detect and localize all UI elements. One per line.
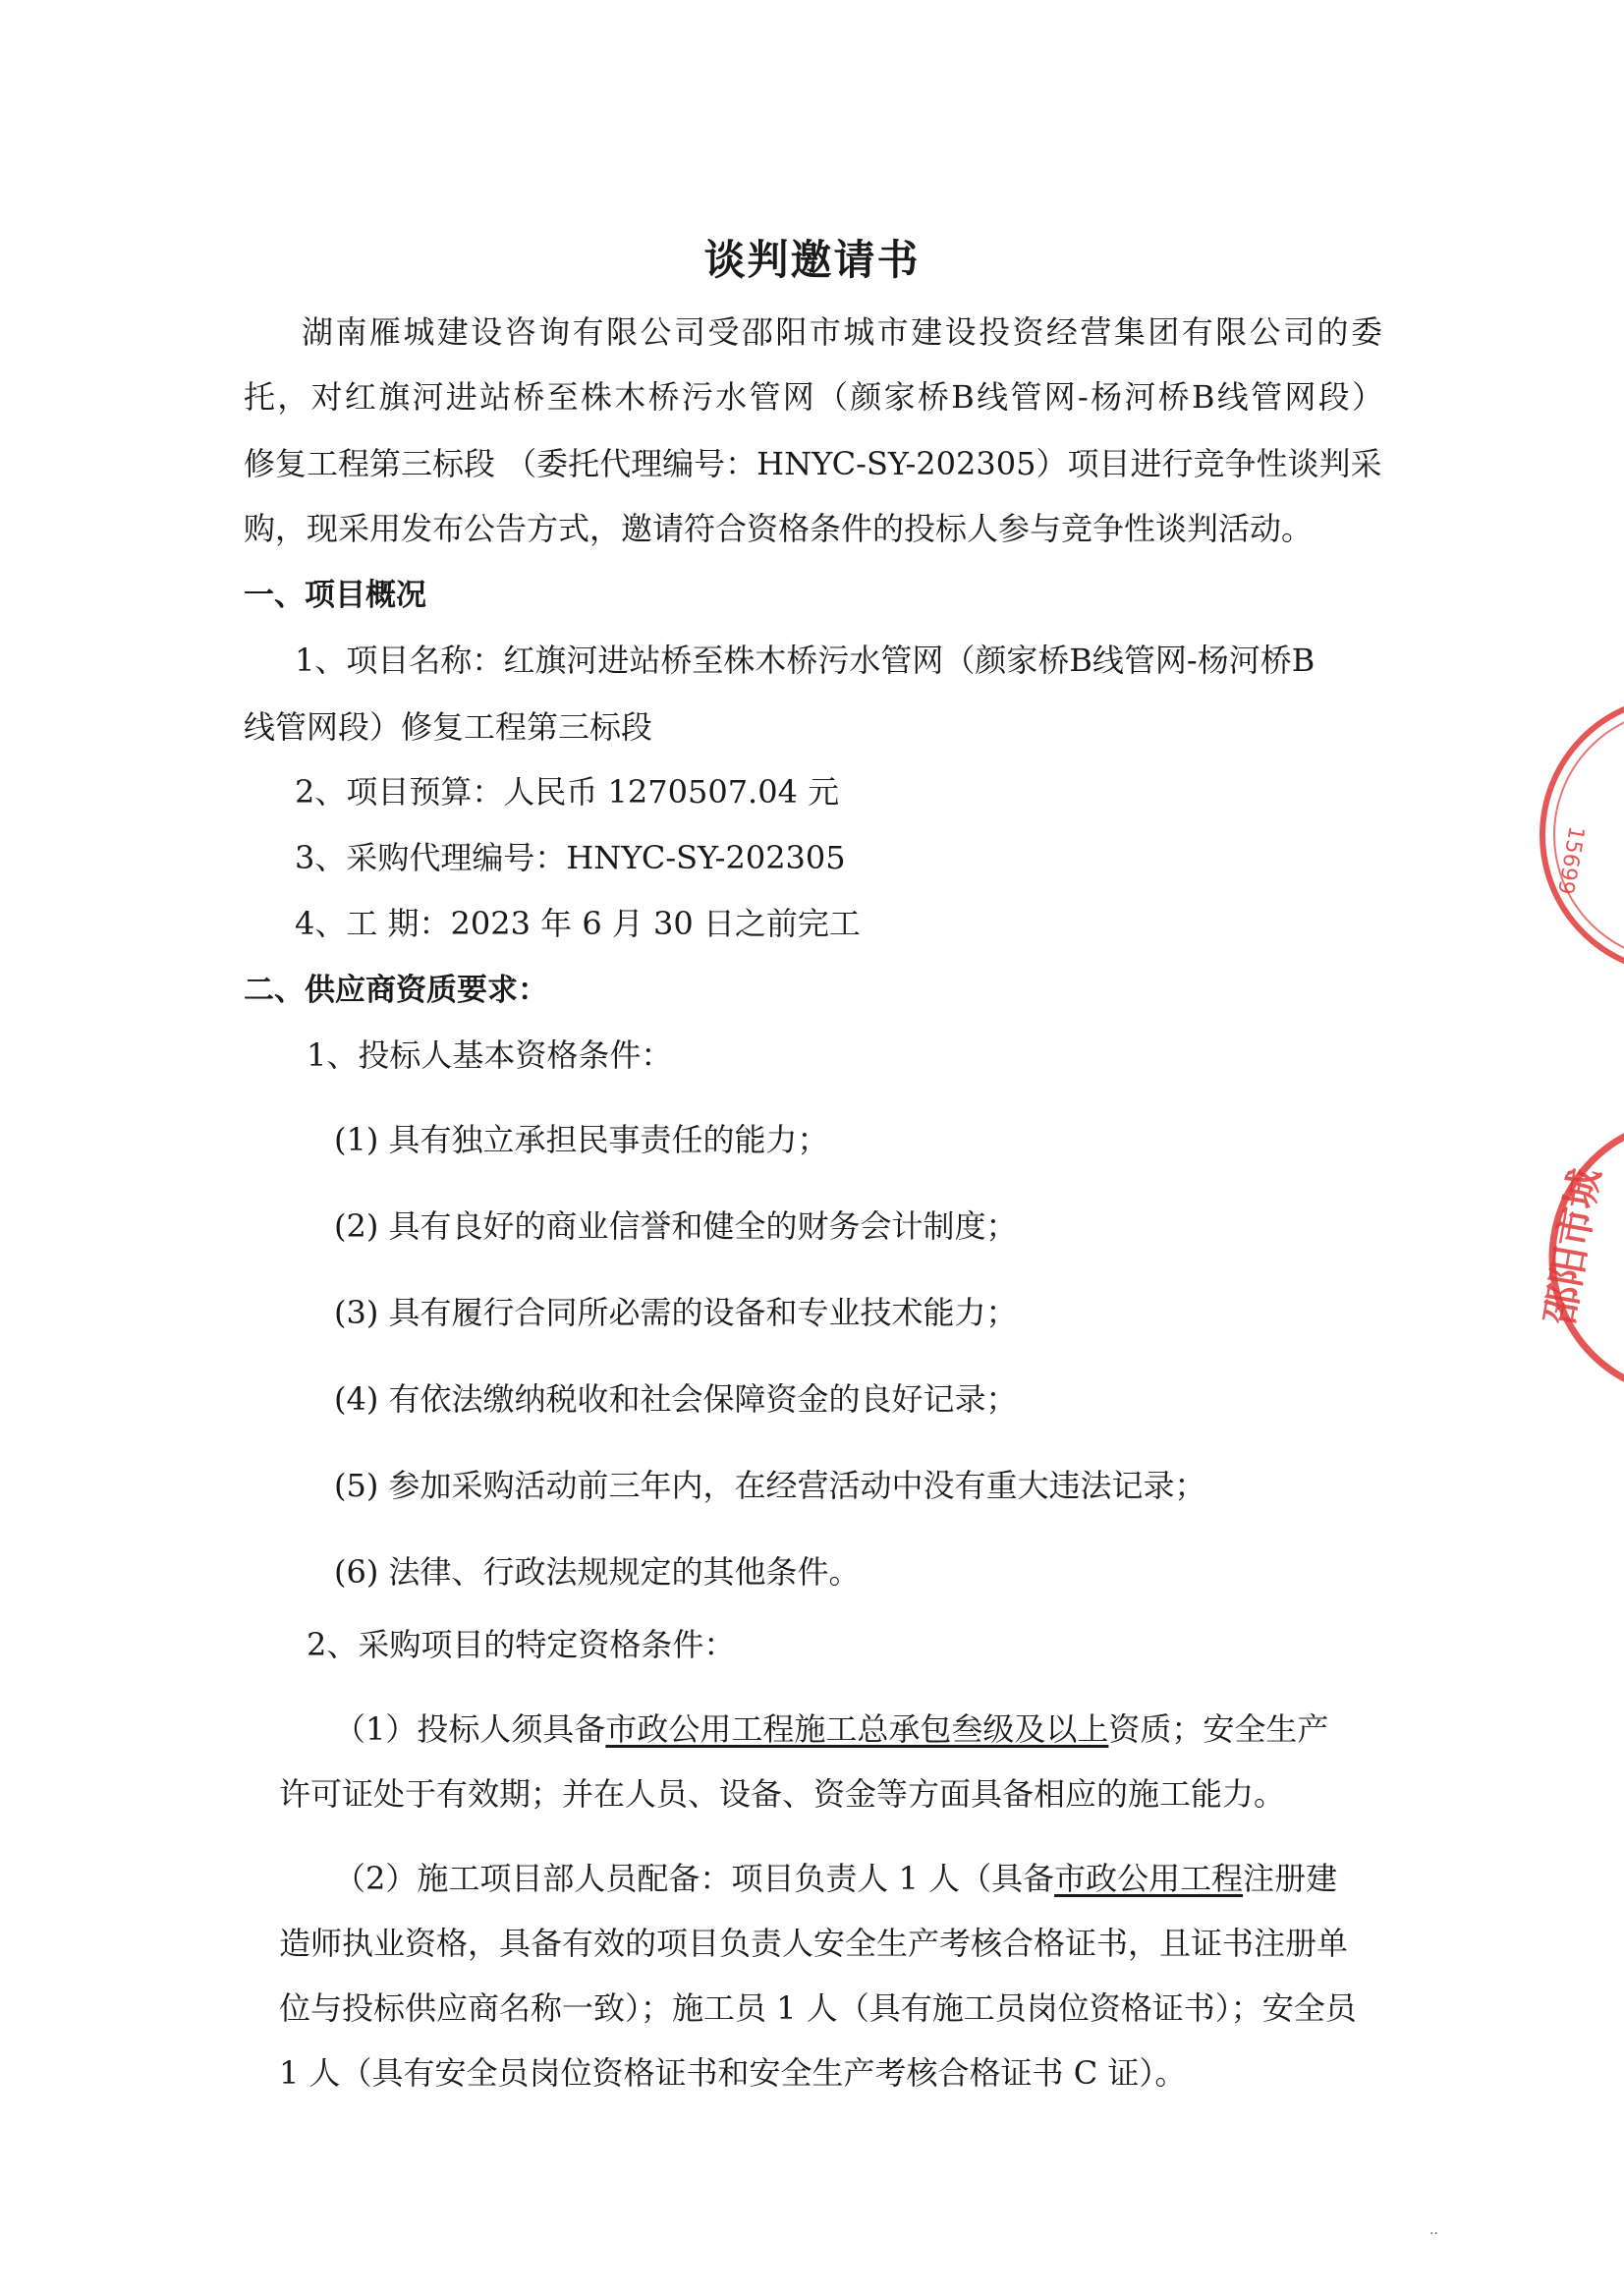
requirement-2-line-4: 1 人（具有安全员岗位资格证书和安全生产考核合格证书 C 证）。 [279,2054,1187,2092]
project-budget: 2、项目预算：人民币 1270507.04 元 [295,773,840,811]
procurement-agent-number: 3、采购代理编号：HNYC-SY-202305 [295,839,846,876]
document-title: 谈判邀请书 [703,236,921,284]
specific-qualification-heading: 2、采购项目的特定资格条件： [307,1626,736,1663]
requirement-2-pre: （2）施工项目部人员配备：项目负责人 1 人（具备 [334,1860,1055,1897]
requirement-2-line-3: 位与投标供应商名称一致）；施工员 1 人（具有施工员岗位资格证书）；安全员 [279,1989,1357,2027]
requirement-2-line-1 [334,1859,1337,1898]
condition-4: (4) 有依法缴纳税收和社会保障资金的良好记录； [334,1380,1018,1418]
footer-dots: .. [1429,2222,1438,2238]
company-seal-1 [1513,688,1624,982]
intro-line-4: 购，现采用发布公告方式，邀请符合资格条件的投标人参与竞争性谈判活动。 [244,510,1314,547]
intro-line-3: 修复工程第三标段 （委托代理编号：HNYC-SY-202305）项目进行竞争性谈判采 [244,445,1382,482]
intro-line-2: 托，对红旗河进站桥至株木桥污水管网（颜家桥B线管网-杨河桥B线管网段） [244,378,1383,416]
requirement-1-underlined: 市政公用工程施工总承包叁级及以上 [605,1710,1109,1748]
section-2-heading: 二、供应商资质要求： [244,973,548,1008]
seal-2-text: 邵阳市城 [1537,1165,1609,1328]
section-1-heading: 一、项目概况 [244,578,426,613]
project-name-line-2: 线管网段）修复工程第三标段 [244,708,653,746]
condition-5: (5) 参加采购活动前三年内，在经营活动中没有重大违法记录； [334,1467,1206,1504]
construction-period: 4、工 期：2023 年 6 月 30 日之前完工 [295,905,861,942]
condition-6: (6) 法律、行政法规规定的其他条件。 [334,1553,861,1591]
condition-3: (3) 具有履行合同所必需的设备和专业技术能力； [334,1294,1018,1331]
company-seal-2 [1533,1120,1624,1395]
requirement-1-line-2: 许可证处于有效期；并在人员、设备、资金等方面具备相应的施工能力。 [279,1775,1286,1813]
requirement-1-pre: （1）投标人须具备 [334,1710,606,1748]
requirement-2-post: 注册建 [1243,1860,1338,1897]
project-name-line-1: 1、项目名称：红旗河进站桥至株木桥污水管网（颜家桥B线管网-杨河桥B [295,642,1316,679]
condition-1: (1) 具有独立承担民事责任的能力； [334,1121,829,1158]
basic-qualification-heading: 1、投标人基本资格条件： [307,1036,673,1074]
seal-1-text: 15699 [1551,823,1589,897]
requirement-2-underlined: 市政公用工程 [1054,1860,1244,1897]
requirement-1-post: 资质；安全生产 [1108,1710,1329,1748]
condition-2: (2) 具有良好的商业信誉和健全的财务会计制度； [334,1207,1018,1245]
intro-line-1: 湖南雁城建设咨询有限公司受邵阳市城市建设投资经营集团有限公司的委 [302,313,1382,351]
requirement-2-line-2: 造师执业资格，具备有效的项目负责人安全生产考核合格证书，且证书注册单 [279,1925,1349,1962]
requirement-1-line-1 [334,1709,1328,1749]
